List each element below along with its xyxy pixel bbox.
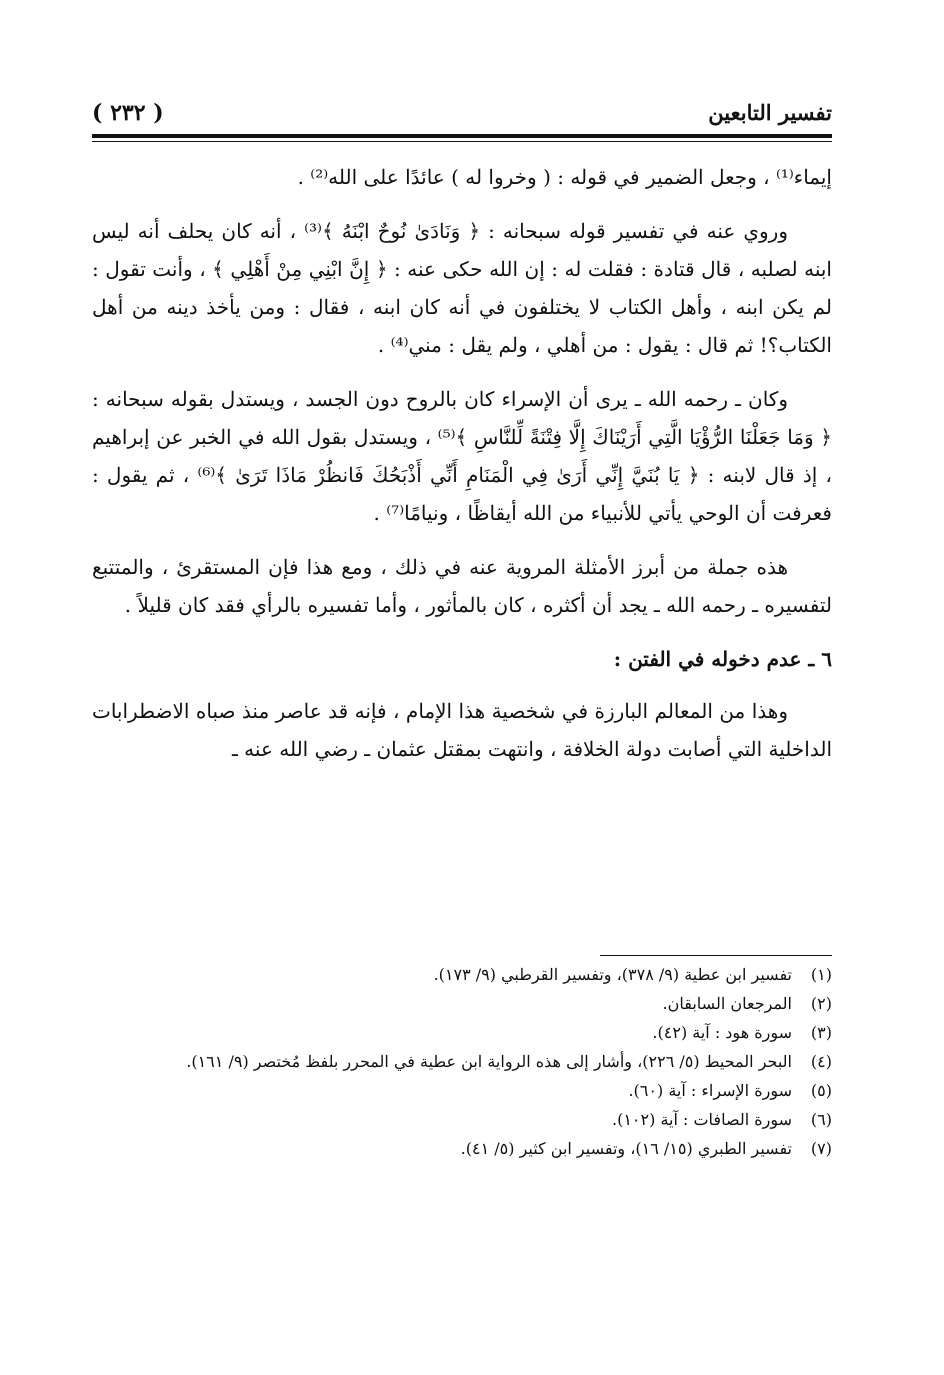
footnote xyxy=(92,1134,832,1163)
footnote-number: (٤) xyxy=(810,1052,832,1071)
footnote-number: (٧) xyxy=(810,1139,832,1158)
footnote-text: سورة هود : آية (٤٢). xyxy=(652,1023,792,1042)
footnote-number: (١) xyxy=(810,965,832,984)
footnote-text: البحر المحيط (٥/ ٢٢٦)، وأشار إلى هذه الرواية ابن عطية في المحرر بلفظ مُختصر (٩/ ١٦١). xyxy=(186,1052,792,1071)
page-number: ( ٢٣٢ ) xyxy=(92,100,164,126)
footnote-text: المرجعان السابقان. xyxy=(662,994,792,1013)
paragraph-3: وكان ـ رحمه الله ـ يرى أن الإسراء كان بالروح دون الجسد ، ويستدل بقوله سبحانه : ﴿ وَمَا جَعَلْنَا الرُّؤْيَا الَّتِي أَرَيْنَاكَ إِلَّا فِتْنَةً لِّلنَّاسِ ﴾⁽⁵⁾ ، ويستدل بقول الله في الخبر عن إبراهيم ، إذ قال لابنه : ﴿ يَا بُنَيَّ إِنِّي أَرَىٰ فِي الْمَنَامِ أَنِّي أَذْبَحُكَ فَانظُرْ مَاذَا تَرَىٰ ﴾⁽⁶⁾ ، ثم يقول : فعرفت أن الوحي يأتي للأنبياء من الله أيقاظًا ، ونيامًا⁽⁷⁾ . xyxy=(92,387,832,525)
footnote xyxy=(92,1047,832,1076)
footnote xyxy=(92,960,832,989)
paragraph-4: هذه جملة من أبرز الأمثلة المروية عنه في ذلك ، ومع هذا فإن المستقرئ ، والمتتبع لتفسيره ـ رحمه الله ـ يجد أن أكثره ، كان بالمأثور ، وأما تفسيره بالرأي فقد كان قليلاً . xyxy=(92,555,832,617)
paragraph-1: إيماء⁽¹⁾ ، وجعل الضمير في قوله : ( وخروا له ) عائدًا على الله⁽²⁾ . xyxy=(297,165,832,189)
footnote xyxy=(92,1076,832,1105)
footnote-text: تفسير ابن عطية (٩/ ٣٧٨)، وتفسير القرطبي (٩/ ١٧٣). xyxy=(433,965,792,984)
footnote-text: سورة الصافات : آية (١٠٢). xyxy=(612,1110,792,1129)
footnote-number: (٥) xyxy=(810,1081,832,1100)
footnote-separator xyxy=(600,955,832,956)
footnote xyxy=(92,989,832,1018)
main-text xyxy=(92,158,832,784)
footnote-number: (٢) xyxy=(810,994,832,1013)
page-header xyxy=(92,100,832,132)
footnote-number: (٦) xyxy=(810,1110,832,1129)
paragraph-5: وهذا من المعالم البارزة في شخصية هذا الإمام ، فإنه قد عاصر منذ صباه الاضطرابات الداخلية التي أصابت دولة الخلافة ، وانتهت بمقتل عثمان ـ رضي الله عنه ـ xyxy=(92,699,832,761)
footnote xyxy=(92,1105,832,1134)
header-rule-thick xyxy=(92,134,832,138)
footnote-text: سورة الإسراء : آية (٦٠). xyxy=(628,1081,792,1100)
running-title: تفسير التابعين xyxy=(708,100,832,125)
footnotes xyxy=(92,960,832,1163)
footnote-text: تفسير الطبري (١٥/ ١٦)، وتفسير ابن كثير (٥/ ٤١). xyxy=(460,1139,792,1158)
header-rule-thin xyxy=(92,141,832,142)
paragraph-2: وروي عنه في تفسير قوله سبحانه : ﴿ وَنَادَىٰ نُوحٌ ابْنَهُ ﴾⁽³⁾ ، أنه كان يحلف أنه ليس ابنه لصلبه ، قال قتادة : فقلت له : إن الله حكى عنه : ﴿ إِنَّ ابْنِي مِنْ أَهْلِي ﴾ ، وأنت تقول : لم يكن ابنه ، وأهل الكتاب لا يختلفون في أنه كان ابنه ، فقال : ومن يأخذ دينه من أهل الكتاب؟! ثم قال : يقول : من أهلي ، ولم يقل : مني⁽⁴⁾ . xyxy=(92,219,832,357)
footnote xyxy=(92,1018,832,1047)
section-heading: ٦ ـ عدم دخوله في الفتن : xyxy=(613,647,832,671)
footnote-number: (٣) xyxy=(810,1023,832,1042)
